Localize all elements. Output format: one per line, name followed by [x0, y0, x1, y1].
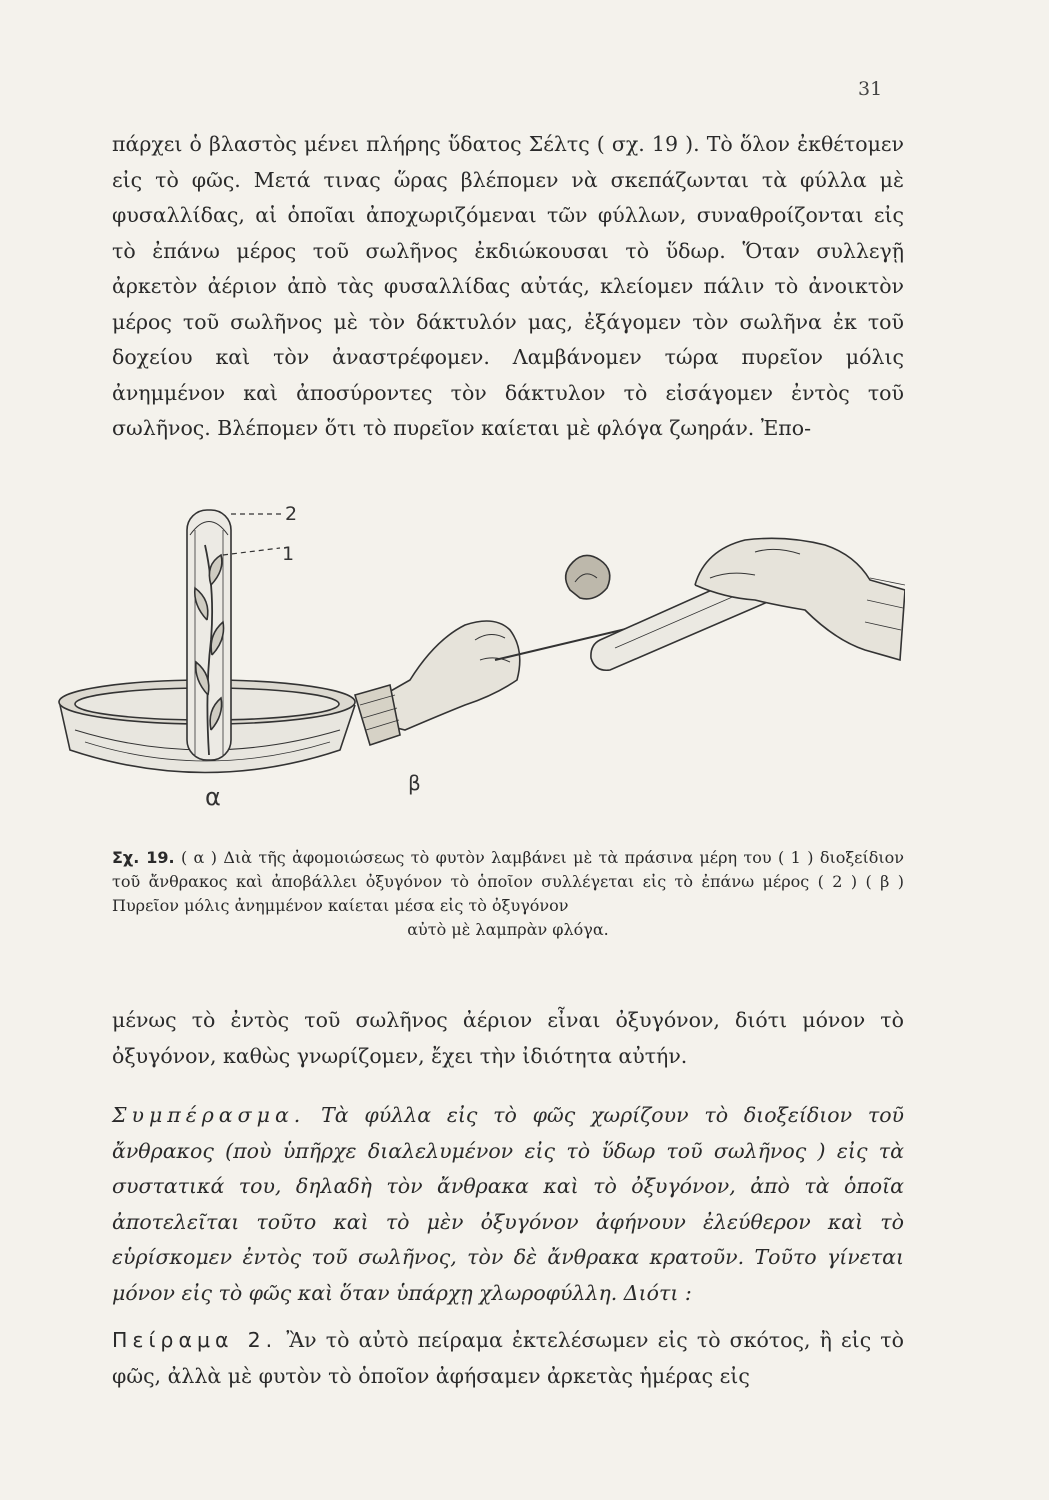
figure-19: [55, 490, 905, 835]
hands-with-test-tube-illustration: [355, 538, 905, 745]
experiment-2-title: Πείραμα 2.: [112, 1328, 278, 1352]
experiment-2-paragraph: [112, 1323, 904, 1394]
figure-caption: [112, 846, 904, 942]
conclusion-text: Τὰ φύλλα εἰς τὸ φῶς χωρίζουν τὸ διοξείδιον τοῦ ἄνθρακος (ποὺ ὑπῆρχε διαλελυμένον εἰς τὸ ὕδωρ τοῦ σωλῆνος ) εἰς τὰ συστατικά του, δηλαδὴ τὸν ἄνθρακα καὶ τὸ ὀξυγόνον, ἀπὸ τὰ ὁποῖα ἀποτελεῖται τοῦτο καὶ τὸ μὲν ὀξυγόνον ἀφήνουν ἐλεύθερον καὶ τὸ εὑρίσκομεν ἐντὸς τοῦ σωλῆνος, τὸν δὲ ἄνθρακα κρατοῦν. Τοῦτο γίνεται μόνον εἰς τὸ φῶς καὶ ὅταν ὑπάρχῃ χλωροφύλλη. Διότι :: [112, 1103, 904, 1305]
figure-label-alpha: α: [205, 783, 221, 811]
figure-label-1: 1: [282, 543, 295, 565]
caption-lead: Σχ. 19.: [112, 848, 175, 867]
caption-last-line: αὐτὸ μὲ λαμπρὰν φλόγα.: [407, 920, 609, 939]
experiment-2-text: Ἂν τὸ αὐτὸ πείραμα ἐκτελέσωμεν εἰς τὸ σκότος, ἢ εἰς τὸ φῶς, ἀλλὰ μὲ φυτὸν τὸ ὁποῖον ἀφήσαμεν ἀρκετὰς ἡμέρας εἰς: [112, 1328, 904, 1388]
caption-text: ( α ) Διὰ τῆς ἀφομοιώσεως τὸ φυτὸν λαμβάνει μὲ τὰ πράσινα μέρη του ( 1 ) διοξείδιον τοῦ ἄνθρακος καὶ ἀποβάλλει ὀξυγόνον τὸ ὁποῖον συλλέγεται εἰς τὸ ἐπάνω μέρος ( 2 ) ( β ) Πυρεῖον μόλις ἀνημμένον καίεται μέσα εἰς τὸ ὀξυγόνον: [112, 848, 905, 915]
conclusion-paragraph: [112, 1098, 904, 1311]
conclusion-title: Συμπέρασμα.: [112, 1103, 306, 1127]
figure-label-beta: β: [408, 771, 421, 795]
page-number: 31: [858, 78, 883, 100]
paragraph-2: μένως τὸ ἐντὸς τοῦ σωλῆνος ἀέριον εἶναι ὀξυγόνον, διότι μόνον τὸ ὀξυγόνον, καθὼς γνωρίζομεν, ἔχει τὴν ἰδιότητα αὐτήν.: [112, 1008, 904, 1068]
dish-with-tube-illustration: [59, 510, 355, 773]
paragraph-1: πάρχει ὁ βλαστὸς μένει πλήρης ὕδατος Σέλτς ( σχ. 19 ). Τὸ ὅλον ἐκθέτομεν εἰς τὸ φῶς. Μετά τινας ὥρας βλέπομεν νὰ σκεπάζωνται τὰ φύλλα μὲ φυσαλλίδας, αἱ ὁποῖαι ἀποχωριζόμεναι τῶν φύλλων, συναθροίζονται εἰς τὸ ἐπάνω μέρος τοῦ σωλῆνος ἐκδιώκουσαι τὸ ὕδωρ. Ὅταν συλλεγῇ ἀρκετὸν ἀέριον ἀπὸ τὰς φυσαλλίδας αὐτάς, κλείομεν πάλιν τὸ ἀνοικτὸν μέρος τοῦ σωλῆνος μὲ τὸν δάκτυλόν μας, ἐξάγομεν τὸν σωλῆνα ἐκ τοῦ δοχείου καὶ τὸν ἀναστρέφομεν. Λαμβάνομεν τώρα πυρεῖον μόλις ἀνημμένον καὶ ἀποσύροντες τὸν δάκτυλον τὸ εἰσάγομεν ἐντὸς τοῦ σωλῆνος. Βλέπομεν ὅτι τὸ πυρεῖον καίεται μὲ φλόγα ζωηράν. Ἐπο-: [112, 132, 904, 440]
figure-label-2: 2: [285, 503, 298, 525]
